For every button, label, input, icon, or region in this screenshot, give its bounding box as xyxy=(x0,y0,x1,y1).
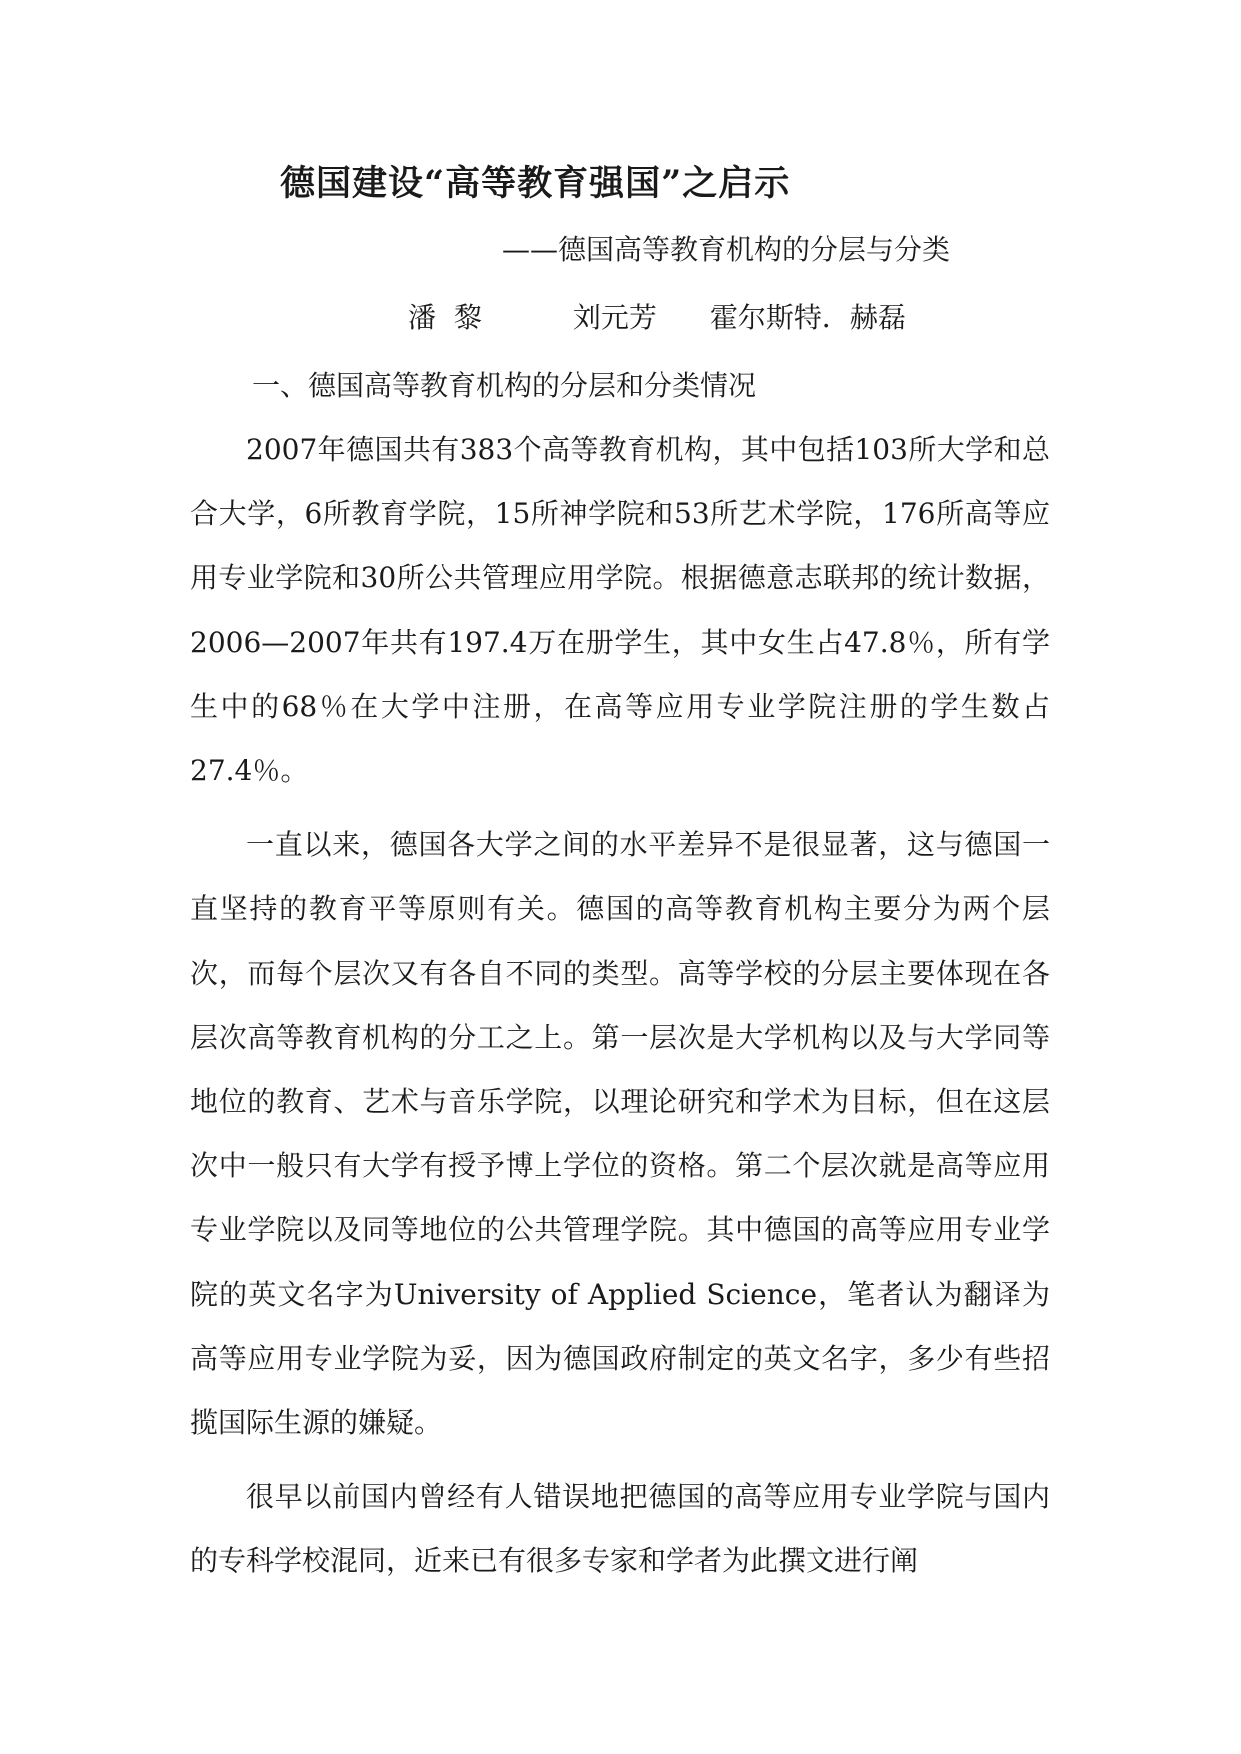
paragraph: 一直以来，德国各大学之间的水平差异不是很显著，这与德国一直坚持的教育平等原则有关。德国的高等教育机构主要分为两个层次，而每个层次又有各自不同的类型。高等学校的分层主要体现在各层次高等教育机构的分工之上。第一层次是大学机构以及与大学同等地位的教育、艺术与音乐学院，以理论研究和学术为目标，但在这层次中一般只有大学有授予博上学位的资格。第二个层次就是高等应用专业学院以及同等地位的公共管理学院。其中德国的高等应用专业学院的英文名字为University of Applied Science，笔者认为翻译为高等应用专业学院为妥，因为德国政府制定的英文名字，多少有些招揽国际生源的嫌疑。 xyxy=(190,828,1050,1440)
author-name: 霍尔斯特．赫磊 xyxy=(709,301,906,334)
author-name: 潘黎 xyxy=(408,301,501,334)
author-name: 刘元芳 xyxy=(572,301,657,334)
body-text xyxy=(190,418,1050,1594)
paragraph: 很早以前国内曾经有人错误地把德国的高等应用专业学院与国内的专科学校混同，近来已有很多专家和学者为此撰文进行阐 xyxy=(190,1480,1050,1578)
paragraph: 2007年德国共有383个高等教育机构，其中包括103所大学和总合大学，6所教育学院，15所神学院和53所艺术学院，176所高等应用专业学院和30所公共管理应用学院。根据德意志联邦的统计数据，2006—2007年共有197.4万在册学生，其中女生占47.8％，所有学生中的68％在大学中注册，在高等应用专业学院注册的学生数占27.4％。 xyxy=(190,433,1050,788)
author-list xyxy=(408,296,906,336)
document-title: 德国建设“高等教育强国”之启示 xyxy=(280,163,791,204)
section-heading: 一、德国高等教育机构的分层和分类情况 xyxy=(252,369,757,402)
document-subtitle: ——德国高等教育机构的分层与分类 xyxy=(502,233,951,266)
